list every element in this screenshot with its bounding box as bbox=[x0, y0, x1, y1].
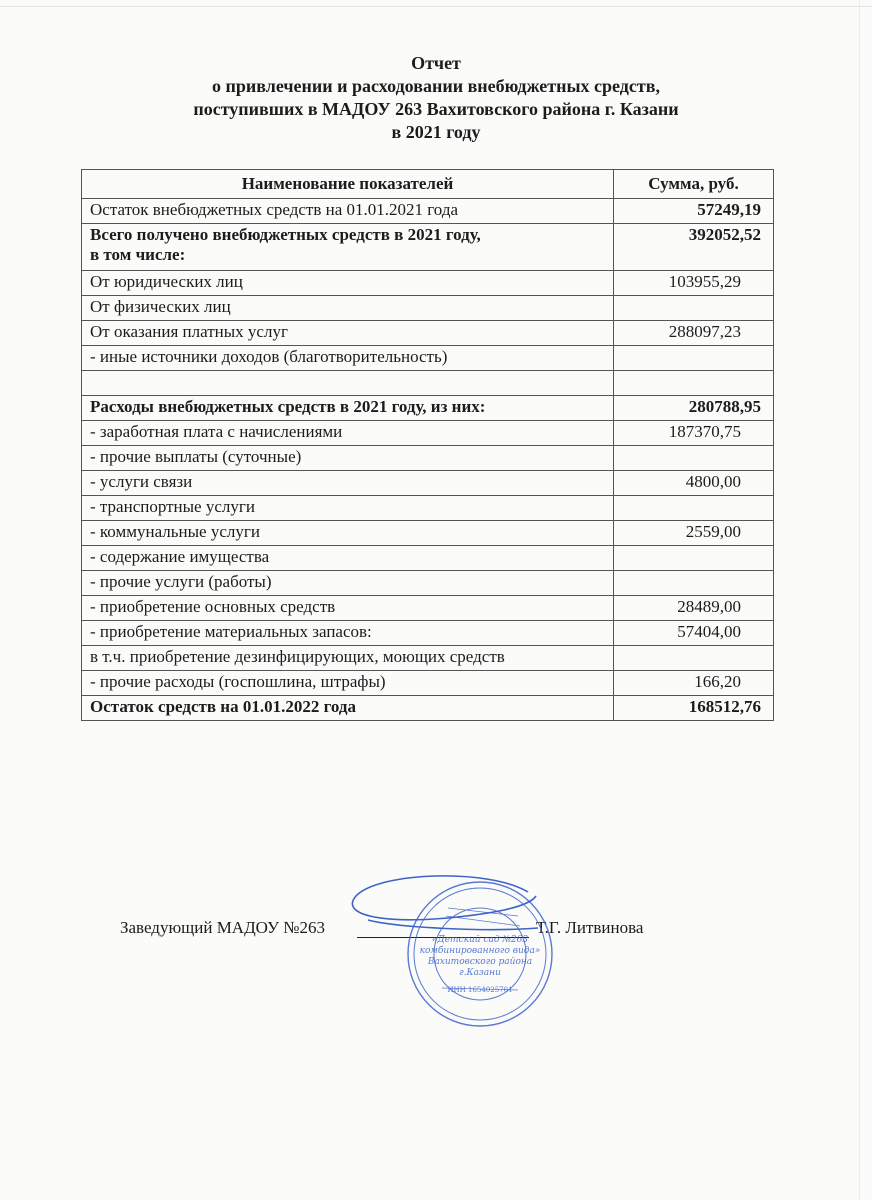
indicator-name bbox=[82, 496, 614, 521]
amount-cell: 168512,76 bbox=[614, 696, 774, 721]
indicator-name bbox=[82, 671, 614, 696]
report-table bbox=[81, 169, 774, 721]
indicator-label: - транспортные услуги bbox=[90, 497, 255, 516]
amount-cell: 103955,29 bbox=[614, 271, 774, 296]
table-row bbox=[82, 621, 774, 646]
table-row bbox=[82, 546, 774, 571]
document-title bbox=[0, 52, 872, 144]
table-row bbox=[82, 571, 774, 596]
stamp-text: Вахитовского района bbox=[427, 957, 533, 967]
indicator-label: От физических лиц bbox=[90, 297, 231, 316]
signature-scribble bbox=[352, 876, 538, 930]
amount-cell: 187370,75 bbox=[614, 421, 774, 446]
signatory-position: Заведующий МАДОУ №263 bbox=[120, 918, 326, 937]
amount-cell: 57404,00 bbox=[614, 621, 774, 646]
table-row bbox=[82, 396, 774, 421]
indicator-name bbox=[82, 571, 614, 596]
table-row bbox=[82, 646, 774, 671]
indicator-name bbox=[82, 521, 614, 546]
table-row bbox=[82, 271, 774, 296]
indicator-label: Расходы внебюджетных средств в 2021 году, из них: bbox=[90, 397, 486, 416]
table-row bbox=[82, 199, 774, 224]
indicator-label: От оказания платных услуг bbox=[90, 322, 288, 341]
amount-cell: 57249,19 bbox=[614, 199, 774, 224]
table-row bbox=[82, 471, 774, 496]
indicator-label: Остаток внебюджетных средств на 01.01.2021 года bbox=[90, 200, 459, 219]
indicator-label: в т.ч. приобретение дезинфицирующих, моющих средств bbox=[90, 647, 505, 666]
table-row bbox=[82, 496, 774, 521]
amount-cell bbox=[614, 546, 774, 571]
amount-cell: 4800,00 bbox=[614, 471, 774, 496]
indicator-name bbox=[82, 224, 614, 271]
table-row bbox=[82, 696, 774, 721]
amount-cell bbox=[614, 571, 774, 596]
indicator-name bbox=[82, 371, 614, 396]
amount-cell: 280788,95 bbox=[614, 396, 774, 421]
indicator-name bbox=[82, 421, 614, 446]
title-line: о привлечении и расходовании внебюджетных средств, bbox=[212, 76, 660, 96]
amount-cell bbox=[614, 496, 774, 521]
indicator-name bbox=[82, 396, 614, 421]
stamp-inn: ИНН 1654025701 bbox=[447, 986, 513, 994]
indicator-name bbox=[82, 646, 614, 671]
signatory-name: Т.Г. Литвинова bbox=[536, 918, 644, 937]
stamp-text: комбинированного вида» bbox=[419, 946, 541, 956]
indicator-name bbox=[82, 446, 614, 471]
scan-edge bbox=[0, 6, 872, 7]
table-row bbox=[82, 371, 774, 396]
indicator-label: - прочие расходы (госпошлина, штрафы) bbox=[90, 672, 386, 691]
column-header-amount: Сумма, руб. bbox=[614, 170, 774, 199]
amount-cell: 28489,00 bbox=[614, 596, 774, 621]
indicator-label: - содержание имущества bbox=[90, 547, 270, 566]
table-header-row bbox=[82, 170, 774, 199]
indicator-label: Остаток средств на 01.01.2022 года bbox=[90, 697, 357, 716]
indicator-label: - приобретение основных средств bbox=[90, 597, 336, 616]
amount-cell: 392052,52 bbox=[614, 224, 774, 271]
indicator-name bbox=[82, 199, 614, 224]
amount-cell bbox=[614, 371, 774, 396]
indicator-label: - коммунальные услуги bbox=[90, 522, 260, 541]
title-line: Отчет bbox=[411, 53, 461, 73]
indicator-name bbox=[82, 271, 614, 296]
title-line: поступивших в МАДОУ 263 Вахитовского района г. Казани bbox=[193, 99, 679, 119]
indicator-label: От юридических лиц bbox=[90, 272, 243, 291]
column-header-name: Наименование показателей bbox=[82, 170, 614, 199]
indicator-label: - услуги связи bbox=[90, 472, 193, 491]
table-row bbox=[82, 446, 774, 471]
table-row bbox=[82, 596, 774, 621]
scan-edge bbox=[859, 0, 860, 1200]
table-row bbox=[82, 421, 774, 446]
indicator-name bbox=[82, 621, 614, 646]
table-row bbox=[82, 296, 774, 321]
table-body bbox=[82, 199, 774, 721]
indicator-name bbox=[82, 596, 614, 621]
indicator-label: - прочие выплаты (суточные) bbox=[90, 447, 302, 466]
amount-cell bbox=[614, 296, 774, 321]
table-row bbox=[82, 346, 774, 371]
table-row bbox=[82, 671, 774, 696]
indicator-name bbox=[82, 546, 614, 571]
indicator-label: Всего получено внебюджетных средств в 2021 году, bbox=[90, 225, 481, 244]
indicator-label: - приобретение материальных запасов: bbox=[90, 622, 372, 641]
amount-cell bbox=[614, 446, 774, 471]
stamp-text: г.Казани bbox=[459, 968, 501, 978]
stamp-text: «Детский сад №263 bbox=[431, 935, 529, 945]
table-row bbox=[82, 521, 774, 546]
indicator-label-continued: в том числе: bbox=[90, 245, 186, 264]
title-line: в 2021 году bbox=[391, 122, 481, 142]
indicator-name bbox=[82, 321, 614, 346]
indicator-label: - прочие услуги (работы) bbox=[90, 572, 272, 591]
table-row bbox=[82, 321, 774, 346]
amount-cell bbox=[614, 646, 774, 671]
official-stamp bbox=[338, 868, 568, 1028]
amount-cell: 166,20 bbox=[614, 671, 774, 696]
indicator-name bbox=[82, 346, 614, 371]
indicator-name bbox=[82, 471, 614, 496]
amount-cell: 288097,23 bbox=[614, 321, 774, 346]
indicator-name bbox=[82, 296, 614, 321]
amount-cell bbox=[614, 346, 774, 371]
indicator-name bbox=[82, 696, 614, 721]
table-row bbox=[82, 224, 774, 271]
amount-cell: 2559,00 bbox=[614, 521, 774, 546]
indicator-label: - иные источники доходов (благотворительность) bbox=[90, 347, 448, 366]
indicator-label: - заработная плата с начислениями bbox=[90, 422, 343, 441]
